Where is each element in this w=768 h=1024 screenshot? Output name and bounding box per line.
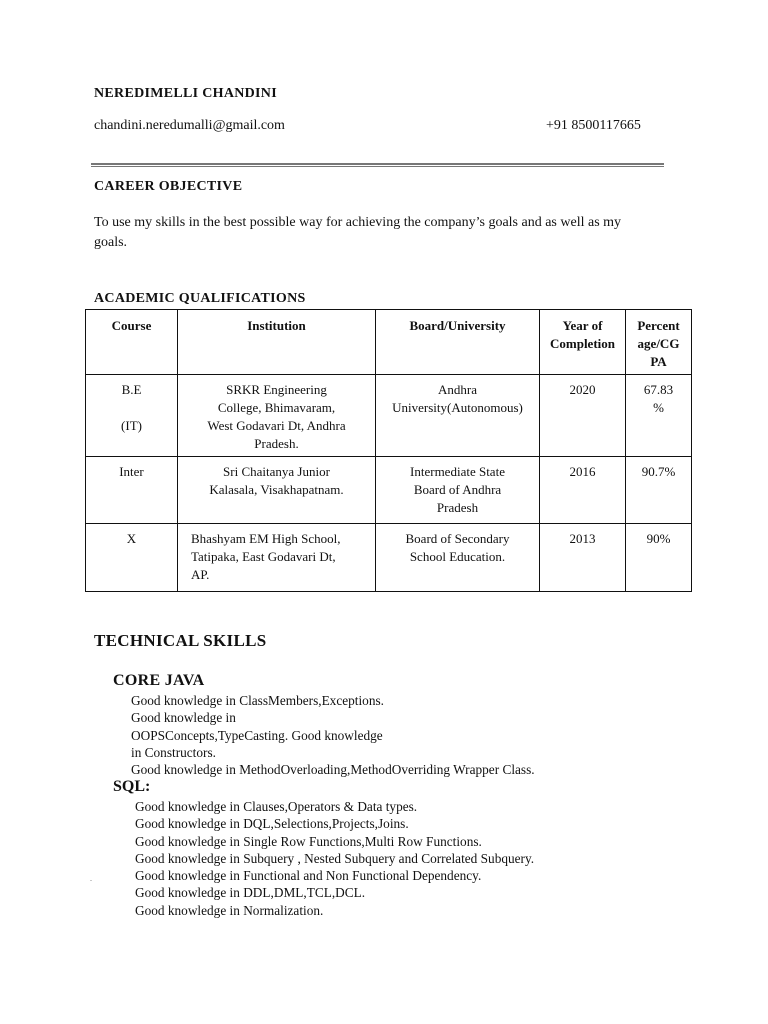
column-header-course: Course	[86, 310, 178, 375]
list-item: Good knowledge in	[131, 710, 236, 726]
academic-qualifications-table	[85, 309, 692, 592]
list-item: Good knowledge in MethodOverloading,MethodOverriding Wrapper Class.	[131, 762, 535, 778]
core-java-skill-list	[131, 692, 535, 778]
list-item: OOPSConcepts,TypeCasting. Good knowledge	[131, 727, 383, 743]
sql-skill-list	[135, 798, 534, 919]
cell-year: 2016	[540, 457, 626, 524]
stray-mark: .	[90, 874, 92, 883]
cell-percentage: 67.83 %	[626, 375, 692, 457]
cell-year: 2020	[540, 375, 626, 457]
column-header-percentage: Percent age/CG PA	[626, 310, 692, 375]
cell-course: Inter	[86, 457, 178, 524]
list-item: Good knowledge in Single Row Functions,Multi Row Functions.	[135, 833, 482, 849]
header-divider-thin	[91, 166, 664, 167]
candidate-name: NEREDIMELLI CHANDINI	[94, 86, 277, 101]
list-item: Good knowledge in Normalization.	[135, 902, 324, 918]
cell-percentage: 90.7%	[626, 457, 692, 524]
list-item: Good knowledge in Functional and Non Functional Dependency.	[135, 868, 482, 884]
table-row	[86, 457, 692, 524]
column-header-board: Board/University	[376, 310, 540, 375]
table-row	[86, 524, 692, 592]
column-header-year: Year of Completion	[540, 310, 626, 375]
cell-institution: Sri Chaitanya Junior Kalasala, Visakhapatnam.	[178, 457, 376, 524]
list-item: Good knowledge in DQL,Selections,Projects,Joins.	[135, 816, 409, 832]
sql-heading: SQL:	[113, 778, 151, 795]
cell-course: X	[86, 524, 178, 592]
cell-board: Intermediate State Board of Andhra Pradesh	[376, 457, 540, 524]
cell-course: B.E (IT)	[86, 375, 178, 457]
list-item: Good knowledge in Clauses,Operators & Data types.	[135, 799, 418, 814]
cell-percentage: 90%	[626, 524, 692, 592]
list-item: Good knowledge in Subquery , Nested Subquery and Correlated Subquery.	[135, 850, 535, 866]
cell-year: 2013	[540, 524, 626, 592]
table-row	[86, 375, 692, 457]
career-objective-heading: CAREER OBJECTIVE	[94, 179, 243, 194]
cell-board: Board of Secondary School Education.	[376, 524, 540, 592]
header-divider	[91, 163, 664, 165]
cell-board: Andhra University(Autonomous)	[376, 375, 540, 457]
technical-skills-heading: TECHNICAL SKILLS	[94, 631, 267, 650]
cell-institution: Bhashyam EM High School, Tatipaka, East Godavari Dt, AP.	[178, 524, 376, 592]
list-item: Good knowledge in ClassMembers,Exceptions.	[131, 693, 384, 708]
list-item: in Constructors.	[131, 744, 216, 760]
phone-number: +91 8500117665	[546, 118, 641, 133]
academic-qualifications-heading: ACADEMIC QUALIFICATIONS	[94, 291, 306, 306]
core-java-heading: CORE JAVA	[113, 672, 205, 689]
table-header-row	[86, 310, 692, 375]
cell-institution: SRKR Engineering College, Bhimavaram, West Godavari Dt, Andhra Pradesh.	[178, 375, 376, 457]
list-item: Good knowledge in DDL,DML,TCL,DCL.	[135, 885, 366, 901]
column-header-institution: Institution	[178, 310, 376, 375]
email-address: chandini.neredumalli@gmail.com	[94, 118, 285, 133]
career-objective-text: To use my skills in the best possible way for achieving the company’s goals and as well as my goals.	[94, 215, 622, 250]
